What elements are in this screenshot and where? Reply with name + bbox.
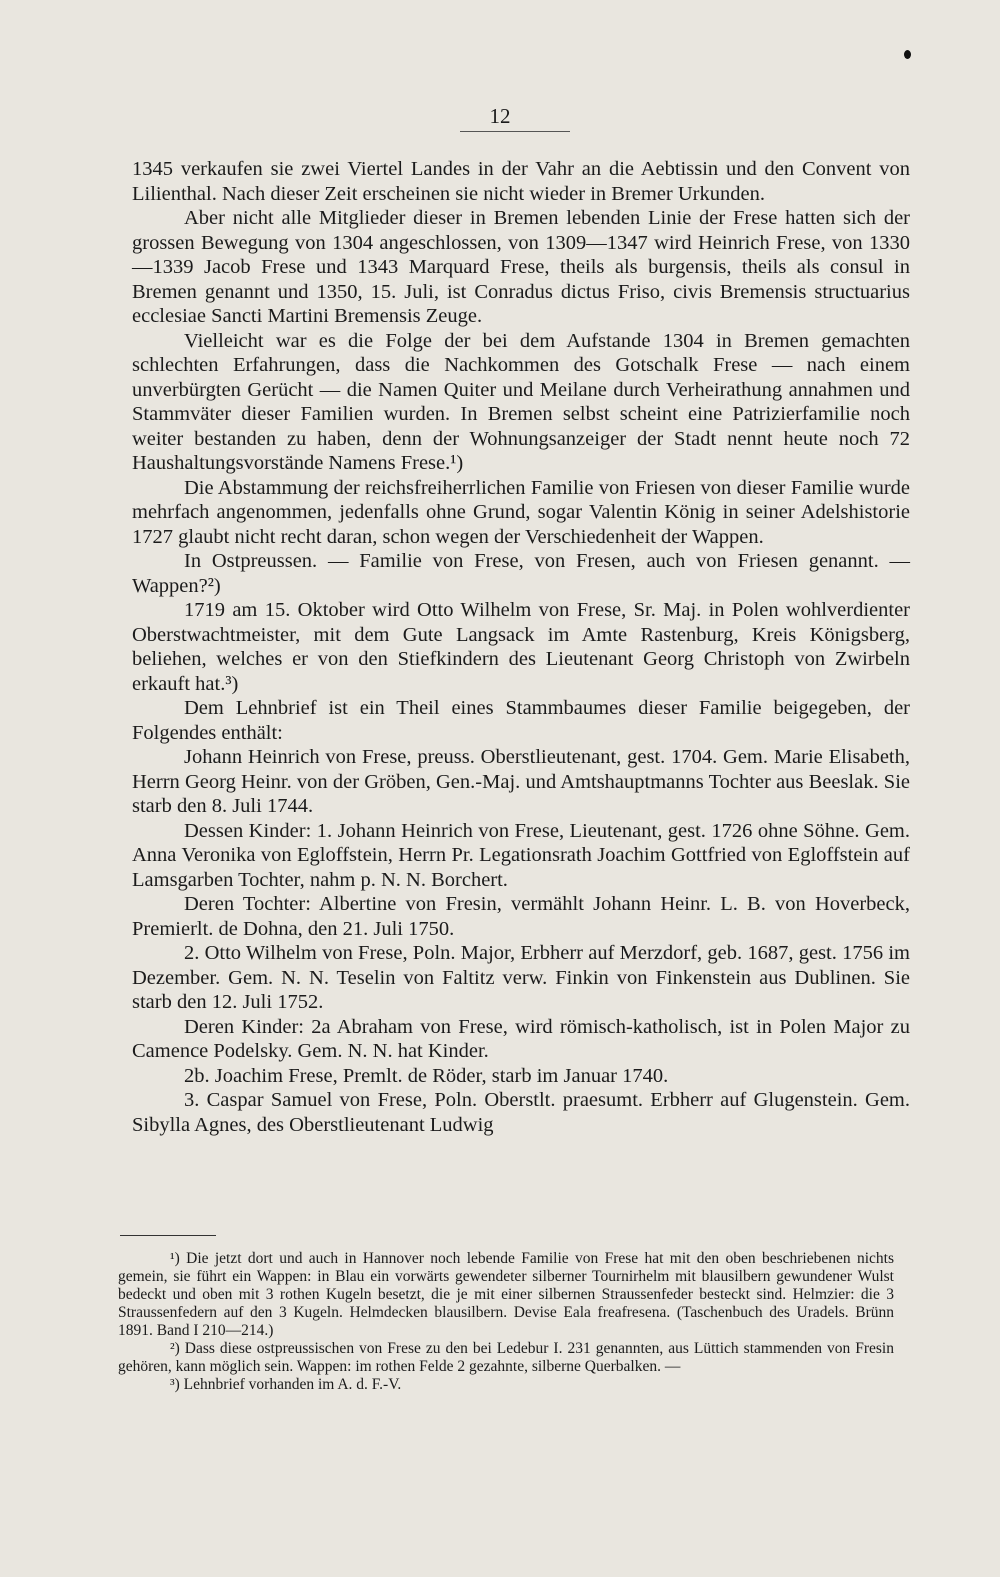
footnote-rule xyxy=(120,1235,216,1236)
paragraph: 2. Otto Wilhelm von Frese, Poln. Major, Erbherr auf Merzdorf, geb. 1687, gest. 1756 im Dezember. Gem. N. N. Teselin von Faltitz verw. Finkin von Finkenstein aus Dublinen. Sie starb den 12. Juli 1752. xyxy=(132,942,910,1013)
footnote: ¹) Die jetzt dort und auch in Hannover noch lebende Familie von Frese hat mit den oben beschriebenen nichts gemein, sie führt ein Wappen: in Blau ein vorwärts gewendeter silberner Tournirhelm mit blausilbern gewundener Wulst bedeckt und oben mit 3 rothen Kugeln besetzt, die je mit einer silbernen Straussenfeder besteckt sind. Helmzier: die 3 Straussenfedern auf den 3 Kugeln. Helmdecken blausilbern. Devise Eala freafresena. (Taschenbuch des Uradels. Brünn 1891. Band I 210—214.) xyxy=(118,1250,894,1339)
paragraph: Dem Lehnbrief ist ein Theil eines Stammbaumes dieser Familie beigegeben, der Folgendes enthält: xyxy=(132,697,910,744)
paragraph: Die Abstammung der reichsfreiherrlichen Familie von Friesen von dieser Familie wurde mehrfach angenommen, jedenfalls ohne Grund, sogar Valentin König in seiner Adelshistorie 1727 glaubt nicht recht daran, schon wegen der Verschiedenheit der Wappen. xyxy=(132,476,910,548)
paragraph: Vielleicht war es die Folge der bei dem Aufstande 1304 in Bremen gemachten schlechten Erfahrungen, dass die Nachkommen des Gotschalk Frese — nach einem unverbürgten Gerücht — die Namen Quiter und Meilane durch Verheirathung annahmen und Stammväter dieser Familien wurden. In Bremen selbst scheint eine Patrizierfamilie noch weiter bestanden zu haben, denn der Wohnungsanzeiger der Stadt nennt heute noch 72 Haushaltungsvorstände Namens Frese.¹) xyxy=(132,329,910,474)
footnotes xyxy=(118,1250,894,1394)
main-text xyxy=(132,157,910,1137)
paragraph: Dessen Kinder: 1. Johann Heinrich von Frese, Lieutenant, gest. 1726 ohne Söhne. Gem. Anna Veronika von Egloffstein, Herrn Pr. Legationsrath Joachim Gottfried von Egloffstein auf Lamsgarben Tochter, nahm p. N. N. Borchert. xyxy=(132,819,910,891)
paragraph: 2b. Joachim Frese, Premlt. de Röder, starb im Januar 1740. xyxy=(184,1064,669,1087)
footnote: ³) Lehnbrief vorhanden im A. d. F.-V. xyxy=(170,1376,402,1393)
footnote: ²) Dass diese ostpreussischen von Frese zu den bei Ledebur I. 231 genannten, aus Lüttich stammenden von Fresin gehören, kann möglich sein. Wappen: im rothen Felde 2 gezahnte, silberne Querbalken. — xyxy=(118,1340,894,1375)
paragraph: 1345 verkaufen sie zwei Viertel Landes in der Vahr an die Aebtissin und den Convent von Lilienthal. Nach dieser Zeit erscheinen sie nicht wieder in Bremer Urkunden. xyxy=(132,158,910,205)
paragraph: 3. Caspar Samuel von Frese, Poln. Oberstlt. praesumt. Erbherr auf Glugenstein. Gem. Sibylla Agnes, des Oberstlieutenant Ludwig xyxy=(132,1089,910,1136)
paragraph: Deren Tochter: Albertine von Fresin, vermählt Johann Heinr. L. B. von Hoverbeck, Premierlt. de Dohna, den 21. Juli 1750. xyxy=(132,893,910,940)
ink-dot xyxy=(904,50,911,59)
paragraph: Deren Kinder: 2a Abraham von Frese, wird römisch-katholisch, ist in Polen Major zu Camence Podelsky. Gem. N. N. hat Kinder. xyxy=(132,1015,910,1062)
paragraph: In Ostpreussen. — Familie von Frese, von Fresen, auch von Friesen genannt. — Wappen?²) xyxy=(132,550,910,597)
paragraph: 1719 am 15. Oktober wird Otto Wilhelm von Frese, Sr. Maj. in Polen wohlverdienter Oberstwachtmeister, mit dem Gute Langsack im Amte Rastenburg, Kreis Königsberg, beliehen, welches er von den Stiefkindern des Lieutenant Georg Christoph von Zwirbeln erkauft hat.³) xyxy=(132,599,910,695)
paragraph: Aber nicht alle Mitglieder dieser in Bremen lebenden Linie der Frese hatten sich der grossen Bewegung von 1304 angeschlossen, von 1309—1347 wird Heinrich Frese, von 1330—1339 Jacob Frese und 1343 Marquard Frese, theils als burgensis, theils als consul in Bremen genannt und 1350, 15. Juli, ist Conradus dictus Friso, civis Bremensis structuarius ecclesiae Sancti Martini Bremensis Zeuge. xyxy=(132,207,910,327)
page-number: 12 xyxy=(489,104,511,128)
paragraph: Johann Heinrich von Frese, preuss. Oberstlieutenant, gest. 1704. Gem. Marie Elisabeth, Herrn Georg Heinr. von der Gröben, Gen.-Maj. und Amtshauptmanns Tochter aus Beeslak. Sie starb den 8. Juli 1744. xyxy=(132,746,910,817)
header-rule xyxy=(460,131,570,132)
